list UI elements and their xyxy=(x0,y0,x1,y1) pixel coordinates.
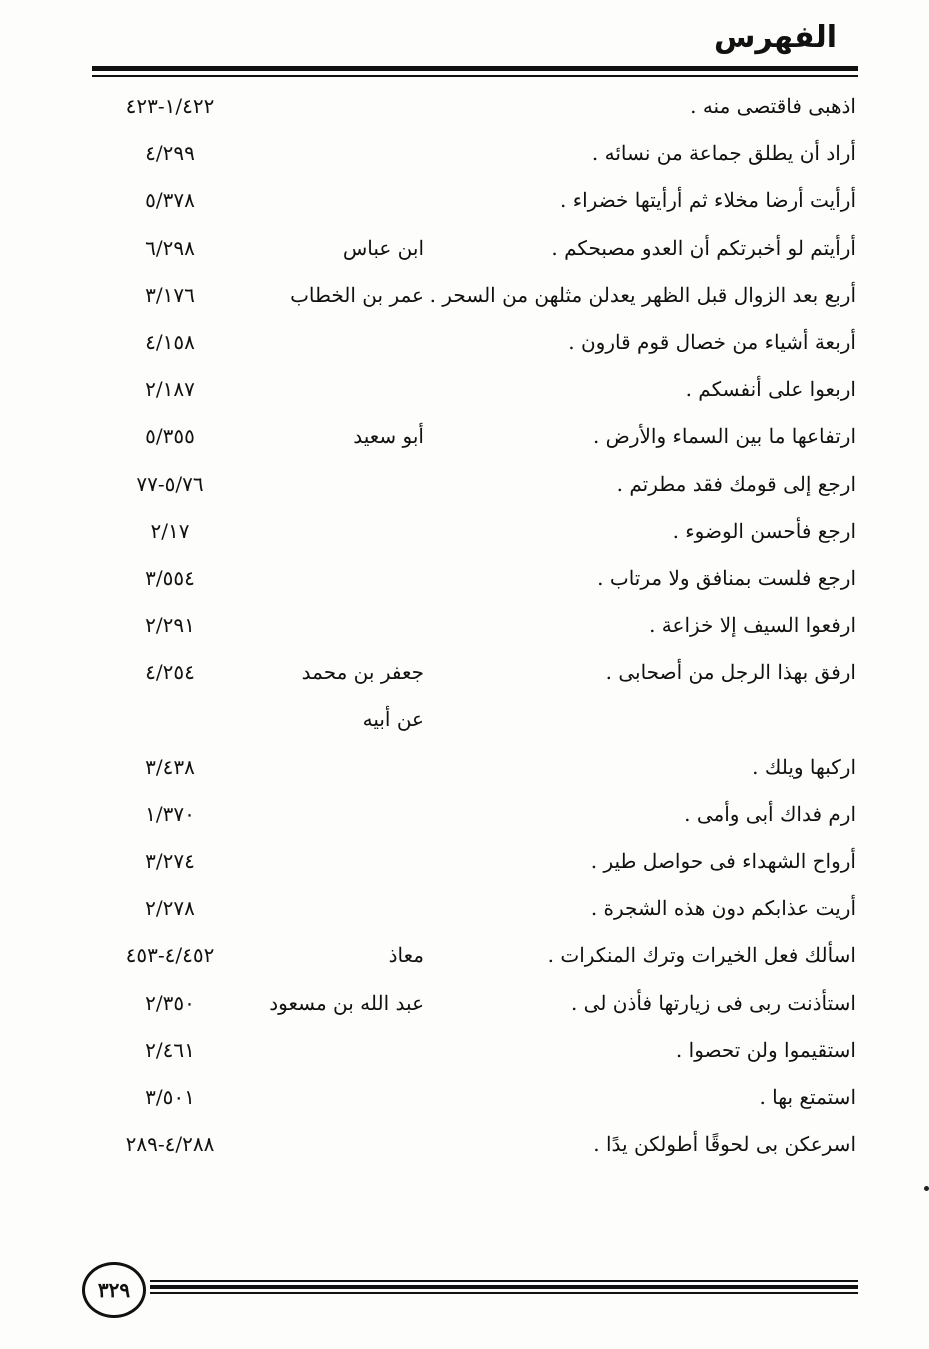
list-item xyxy=(0,84,929,131)
scan-speck xyxy=(924,1186,929,1191)
entry-narrator: أبو سعيد xyxy=(353,424,424,449)
list-item xyxy=(0,792,929,839)
entry-text: اسألك فعل الخيرات وترك المنكرات . xyxy=(547,943,856,968)
index-list xyxy=(0,84,929,1169)
entry-narrator: عبد الله بن مسعود xyxy=(269,990,424,1015)
entry-text: أريت عذابكم دون هذه الشجرة . xyxy=(590,896,856,921)
entry-reference: ١/٣٧٠ xyxy=(145,801,195,826)
list-item xyxy=(0,556,929,603)
entry-text: أرواح الشهداء فى حواصل طير . xyxy=(590,849,856,873)
entry-reference: ٣/١٧٦ xyxy=(145,282,195,307)
entry-narrator: عمر بن الخطاب xyxy=(290,282,424,307)
entry-reference: ٥/٣٥٥ xyxy=(145,424,195,449)
entry-text: أراد أن يطلق جماعة من نسائه . xyxy=(591,141,856,166)
list-item xyxy=(0,839,929,886)
entry-reference: ٣/٢٧٤ xyxy=(145,849,195,873)
entry-text: ارم فداك أبى وأمى . xyxy=(684,801,856,826)
list-item xyxy=(0,981,929,1028)
entry-reference: ٥/٣٧٨ xyxy=(145,188,195,213)
entry-reference: ٤/٢٨٨-٢٨٩ xyxy=(125,1132,215,1157)
entry-reference: ٤/٢٥٤ xyxy=(145,660,195,685)
entry-text: ارفق بهذا الرجل من أصحابى . xyxy=(605,660,856,685)
list-item xyxy=(0,131,929,178)
entry-reference: ٢/٤٦١ xyxy=(145,1037,195,1062)
list-item xyxy=(0,650,929,697)
entry-text: أربعة أشياء من خصال قوم قارون . xyxy=(568,329,856,354)
list-item xyxy=(0,367,929,414)
entry-narrator: معاذ xyxy=(388,943,424,968)
list-item xyxy=(0,933,929,980)
list-item xyxy=(0,320,929,367)
list-item xyxy=(0,226,929,273)
entry-text: استمتع بها . xyxy=(759,1084,856,1109)
page-title: الفهرس xyxy=(713,20,837,55)
list-item xyxy=(0,178,929,225)
page-number: ٣٢٩ xyxy=(82,1262,146,1318)
entry-text: استأذنت ربى فى زيارتها فأذن لى . xyxy=(570,990,856,1015)
entry-reference: ٢/١٧ xyxy=(150,518,190,543)
entry-text: ارجع فلست بمنافق ولا مرتاب . xyxy=(597,565,856,590)
footer-rule xyxy=(150,1285,858,1289)
entry-narrator: ابن عباس xyxy=(342,235,424,260)
entry-text: اركبها ويلك . xyxy=(752,754,856,779)
entry-text: اسرعكن بى لحوقًا أطولكن يدًا . xyxy=(593,1132,856,1157)
entry-text: ارجع فأحسن الوضوء . xyxy=(672,518,856,543)
entry-text: أربع بعد الزوال قبل الظهر يعدلن مثلهن من السحر . xyxy=(429,282,856,307)
list-item xyxy=(0,1028,929,1075)
header-rule-thick xyxy=(92,66,858,71)
entry-reference: ٢/١٨٧ xyxy=(145,377,195,402)
entry-text: ارجع إلى قومك فقد مطرتم . xyxy=(616,471,856,496)
entry-reference: ٣/٥٠١ xyxy=(145,1084,195,1109)
entry-text: ارفعوا السيف إلا خزاعة . xyxy=(649,613,856,638)
header-rule-thin xyxy=(92,75,858,77)
entry-reference: ٤/٤٥٢-٤٥٣ xyxy=(125,943,215,968)
list-item xyxy=(0,273,929,320)
list-item xyxy=(0,1075,929,1122)
list-item xyxy=(0,1122,929,1169)
entry-reference: ٣/٥٥٤ xyxy=(145,565,195,590)
list-item xyxy=(0,462,929,509)
entry-reference: ٥/٧٦-٧٧ xyxy=(136,471,204,496)
list-item xyxy=(0,509,929,556)
list-item xyxy=(0,745,929,792)
entry-reference: ٣/٤٣٨ xyxy=(145,754,195,779)
entry-narrator: عن أبيه xyxy=(362,707,424,732)
entry-text: أرأيتم لو أخبرتكم أن العدو مصبحكم . xyxy=(551,235,856,260)
footer-rule xyxy=(150,1292,858,1294)
entry-reference: ٢/٢٧٨ xyxy=(145,896,195,921)
list-item xyxy=(0,697,929,744)
entry-text: استقيموا ولن تحصوا . xyxy=(675,1037,856,1062)
entry-text: اذهبى فاقتصى منه . xyxy=(690,94,856,118)
entry-reference: ٦/٢٩٨ xyxy=(145,235,195,260)
entry-reference: ٢/٢٩١ xyxy=(145,613,195,638)
entry-reference: ٤/٢٩٩ xyxy=(145,141,195,166)
entry-text: ارتفاعها ما بين السماء والأرض . xyxy=(592,424,856,449)
entry-text: اربعوا على أنفسكم . xyxy=(685,377,856,402)
entry-reference: ٤/١٥٨ xyxy=(145,329,195,354)
list-item xyxy=(0,886,929,933)
entry-text: أرأيت أرضا مخلاء ثم أرأيتها خضراء . xyxy=(560,188,856,213)
entry-reference: ٢/٣٥٠ xyxy=(145,990,195,1015)
list-item xyxy=(0,603,929,650)
list-item xyxy=(0,414,929,461)
entry-narrator: جعفر بن محمد xyxy=(301,660,424,685)
entry-reference: ١/٤٢٢-٤٢٣ xyxy=(125,94,215,118)
footer-rule xyxy=(150,1280,858,1282)
